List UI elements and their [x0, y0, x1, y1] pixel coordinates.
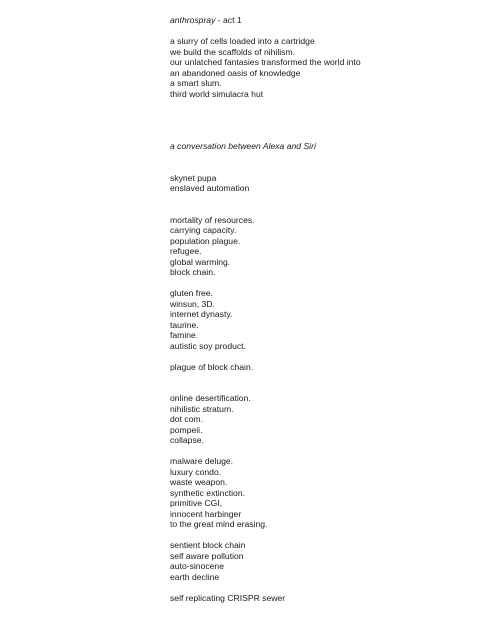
poem-line: taurine.: [170, 319, 199, 330]
poem-title-rest: - act 1: [215, 15, 242, 25]
spacer: [170, 582, 490, 593]
poem-line: to the great mind erasing.: [170, 519, 268, 529]
poem-line: mortality of resources.: [170, 214, 255, 225]
section-heading: a conversation between Alexa and Siri: [170, 141, 316, 151]
spacer: [170, 446, 490, 457]
stanza-9: [170, 593, 490, 604]
poem-line: famine.: [170, 330, 199, 340]
stanza-5: [170, 362, 490, 373]
spacer: [170, 278, 490, 289]
poem-line: luxury condo.: [170, 466, 222, 477]
spacer: [170, 99, 490, 141]
poem-line: a smart slum.: [170, 78, 222, 88]
poem-line: third world simulacra hut: [170, 88, 264, 99]
poem-line: collapse.: [170, 435, 204, 445]
stanza-8: [170, 540, 490, 582]
poem-line: sentient block chain: [170, 540, 246, 550]
poem-line: self aware pollution: [170, 550, 244, 561]
poem-line: an abandoned oasis of knowledge: [170, 67, 301, 78]
poem-line: we build the scaffolds of nihilism.: [170, 46, 295, 57]
spacer: [170, 194, 490, 215]
poem-line: earth decline: [170, 571, 220, 582]
poem-line: plague of block chain.: [170, 361, 254, 372]
stanza-2: [170, 173, 490, 194]
poem-title-italic: anthrospray: [170, 15, 216, 25]
spacer: [170, 530, 490, 541]
poem-line: internet dynasty.: [170, 309, 233, 319]
poem-line: online desertification.: [170, 393, 251, 403]
poem-line: self replicating CRISPR sewer: [170, 592, 286, 603]
poem-line: enslaved automation: [170, 183, 250, 193]
poem-line: population plague.: [170, 235, 241, 246]
poem-line: a slurry of cells loaded into a cartridge: [170, 36, 315, 46]
poem-line: block chain.: [170, 267, 216, 277]
poem-line: malware deluge.: [170, 456, 234, 466]
poem-line: synthetic extinction.: [170, 487, 245, 498]
poem-title: [170, 15, 490, 26]
stanza-1: [170, 36, 490, 99]
stanza-6: [170, 393, 490, 446]
poem-line: skynet pupa: [170, 172, 217, 183]
poem-line: winsun, 3D.: [170, 298, 215, 309]
poem-line: innocent harbinger: [170, 508, 242, 519]
poem-line: gluten free.: [170, 288, 213, 298]
poem-line: pompeii.: [170, 424, 203, 435]
poem-line: nihilistic stratum.: [170, 403, 234, 414]
spacer: [170, 351, 490, 362]
poem-page: [170, 15, 490, 603]
poem-line: refugee.: [170, 246, 202, 256]
stanza-3: [170, 215, 490, 278]
poem-line: auto-sinocene: [170, 561, 224, 571]
poem-line: waste weapon.: [170, 477, 228, 487]
poem-line: autistic soy product.: [170, 340, 246, 351]
poem-line: dot com.: [170, 414, 203, 424]
stanza-7: [170, 456, 490, 530]
poem-line: primitive CGI,: [170, 498, 223, 508]
poem-line: our unlatched fantasies transformed the world into: [170, 57, 361, 67]
poem-line: carrying capacity.: [170, 225, 237, 235]
spacer: [170, 372, 490, 393]
poem-line: global warming.: [170, 256, 231, 267]
spacer: [170, 152, 490, 173]
stanza-4: [170, 288, 490, 351]
